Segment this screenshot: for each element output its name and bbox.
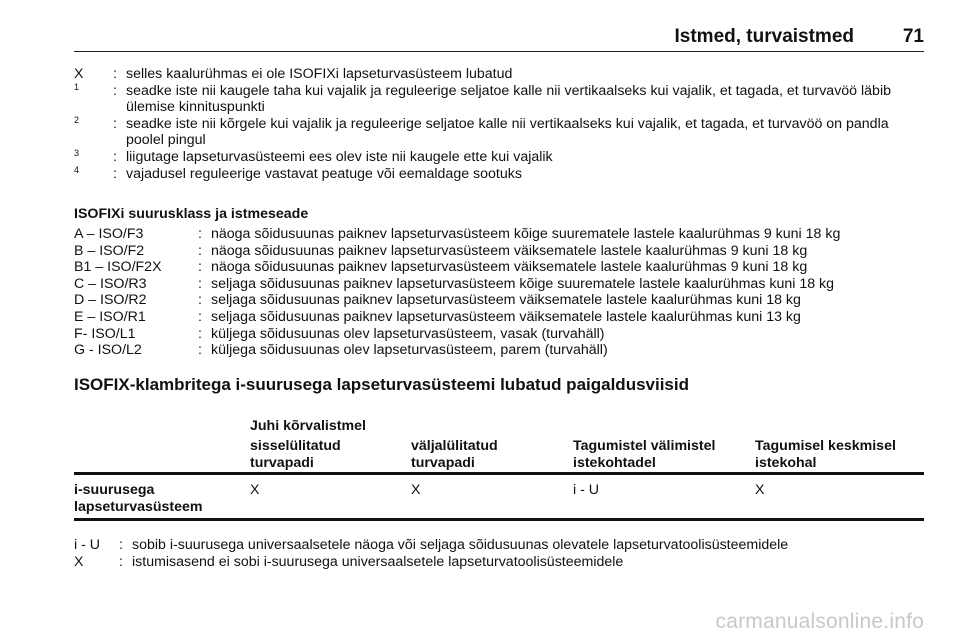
- page-header: [74, 26, 924, 50]
- legend-text: istumisasend ei sobi i-suurusega universaalsetele lapseturvatoolisüsteemidele: [132, 553, 624, 570]
- column-header-rear-outer: [573, 438, 715, 471]
- legend-key: X: [74, 66, 84, 82]
- table-title: ISOFIX-klambritega i-suurusega lapseturvasüsteemi lubatud paigaldusviisid: [74, 375, 689, 394]
- legend-item: [74, 66, 924, 83]
- size-class-text: küljega sõidusuunas olev lapseturvasüsteem, parem (turvahäll): [211, 342, 608, 359]
- size-class-text: küljega sõidusuunas olev lapseturvasüsteem, vasak (turvahäll): [211, 325, 605, 342]
- footnote-marker: 3: [74, 147, 80, 158]
- header-divider: [74, 51, 924, 52]
- legend-key: [74, 166, 104, 183]
- legend-key: i - U: [74, 537, 101, 553]
- table-cell: X: [411, 482, 421, 498]
- list-separator: :: [198, 325, 202, 342]
- list-item: [74, 326, 924, 343]
- list-item: [74, 276, 924, 293]
- legend-text: sobib i-suurusega universaalsetele näoga või seljaga sõidusuunas olevatele lapseturvatoolisüsteemidele: [132, 537, 789, 553]
- column-header-rear-center: [755, 438, 896, 471]
- legend-item: [74, 83, 924, 116]
- legend-text: seadke iste nii kaugele taha kui vajalik ja reguleerige seljatoe kalle nii vertikaalseks kui vajalik, et tagada, et turvavöö läbib ülemise kinnituspunkti: [126, 82, 891, 116]
- legend-key: [74, 149, 104, 166]
- size-class-key: A – ISO/F3: [74, 226, 144, 242]
- legend-item: [74, 537, 924, 554]
- column-header-line: Tagumistel välimistel: [573, 438, 716, 454]
- list-item: [74, 342, 924, 359]
- legend-separator: :: [119, 553, 123, 570]
- legend-separator: :: [119, 537, 123, 553]
- size-class-text: näoga sõidusuunas paiknev lapseturvasüsteem kõige suurematele lastele kaalurühmas 9 kuni 18 kg: [211, 226, 841, 242]
- legend-text: liigutage lapseturvasüsteemi ees olev iste nii kaugele ette kui vajalik: [126, 148, 553, 165]
- list-separator: :: [198, 342, 202, 359]
- table-group-header: Juhi kõrvalistmel: [250, 418, 366, 434]
- column-header-airbag-off: [411, 438, 498, 471]
- size-class-key: B – ISO/F2: [74, 242, 145, 259]
- size-class-text: seljaga sõidusuunas paiknev lapseturvasüsteem väiksematele lastele kaalurühmas kuni 13 kg: [211, 308, 801, 325]
- size-class-key: E – ISO/R1: [74, 308, 146, 325]
- legend-separator: :: [113, 82, 117, 99]
- size-class-key: B1 – ISO/F2X: [74, 259, 162, 276]
- legend-separator: :: [113, 165, 117, 182]
- page-number: 71: [902, 26, 924, 47]
- table-cell: X: [250, 482, 260, 498]
- table-cell: X: [755, 482, 765, 498]
- list-item: [74, 259, 924, 276]
- legend-separator: :: [113, 148, 117, 165]
- column-header-airbag-on: [250, 438, 341, 471]
- footnote-marker: 1: [74, 81, 80, 92]
- footnote-marker: 4: [74, 164, 80, 175]
- list-item: [74, 226, 924, 243]
- legend-separator: :: [113, 115, 117, 132]
- table-cell: i - U: [573, 482, 600, 498]
- row-label-line: i-suurusega: [74, 482, 155, 498]
- row-label-line: lapseturvasüsteem: [74, 498, 203, 515]
- list-item: [74, 309, 924, 326]
- list-separator: :: [198, 292, 202, 309]
- list-separator: :: [198, 275, 202, 292]
- legend-text: selles kaalurühmas ei ole ISOFIXi lapseturvasüsteem lubatud: [126, 66, 513, 82]
- size-class-text: seljaga sõidusuunas paiknev lapseturvasüsteem väiksematele lastele kaalurühmas kuni 18 kg: [211, 292, 801, 309]
- legend-key: [74, 116, 104, 149]
- table-bottom-rule: [74, 518, 924, 521]
- list-item: [74, 292, 924, 309]
- size-class-heading: ISOFIXi suurusklass ja istmeseade: [74, 206, 309, 222]
- size-class-key: F- ISO/L1: [74, 325, 136, 342]
- table-header-rule: [74, 472, 924, 475]
- size-class-text: näoga sõidusuunas paiknev lapseturvasüsteem väiksematele lastele kaalurühmas 9 kuni 18 kg: [211, 242, 808, 259]
- column-header-line: väljalülitatud: [411, 438, 498, 454]
- legend-separator: :: [113, 66, 117, 82]
- legend-text: seadke iste nii kõrgele kui vajalik ja reguleerige seljatoe kalle nii vertikaalseks kui vajalik, et tagada, et turvavöö on pandla poolel pingul: [126, 115, 889, 149]
- list-separator: :: [198, 259, 202, 276]
- legend-text: vajadusel reguleerige vastavat peatuge või eemaldage sootuks: [126, 165, 522, 182]
- column-header-line: istekohtadel: [573, 454, 656, 471]
- size-class-key: C – ISO/R3: [74, 275, 147, 292]
- column-header-line: turvapadi: [411, 454, 475, 471]
- legend-bottom: [74, 537, 924, 570]
- column-header-line: istekohal: [755, 454, 817, 471]
- size-class-text: näoga sõidusuunas paiknev lapseturvasüsteem väiksematele lastele kaalurühmas 9 kuni 18 kg: [211, 259, 808, 276]
- row-label: [74, 482, 203, 515]
- legend-item: [74, 166, 924, 183]
- size-class-text: seljaga sõidusuunas paiknev lapseturvasüsteem kõige suurematele lastele kaalurühmas kuni 18 kg: [211, 275, 835, 292]
- legend-item: [74, 554, 924, 571]
- legend-key: [74, 83, 104, 116]
- legend-item: [74, 149, 924, 166]
- size-class-list: [74, 226, 924, 359]
- size-class-key: G - ISO/L2: [74, 342, 142, 359]
- list-separator: :: [198, 308, 202, 325]
- list-separator: :: [198, 226, 202, 242]
- list-separator: :: [198, 242, 202, 259]
- footnote-marker: 2: [74, 114, 80, 125]
- watermark: carmanualsonline.info: [715, 610, 924, 633]
- legend-top: [74, 66, 924, 182]
- legend-key: X: [74, 553, 84, 570]
- column-header-line: turvapadi: [250, 454, 314, 471]
- list-item: [74, 243, 924, 260]
- section-title: Istmed, turvaistmed: [674, 26, 854, 47]
- size-class-key: D – ISO/R2: [74, 292, 147, 309]
- legend-item: [74, 116, 924, 149]
- column-header-line: sisselülitatud: [250, 438, 341, 454]
- column-header-line: Tagumisel keskmisel: [755, 438, 896, 454]
